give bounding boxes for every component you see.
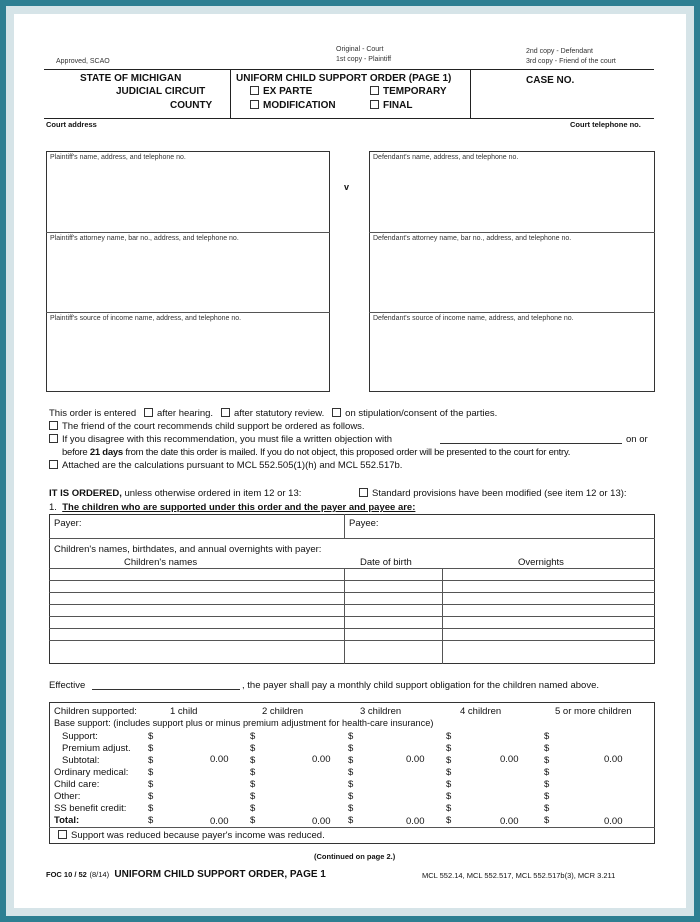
dollar-sign: $ xyxy=(446,803,452,814)
dollar-sign: $ xyxy=(348,815,354,826)
row-total: Total: xyxy=(54,815,80,826)
dollar-sign: $ xyxy=(250,743,256,754)
table-row[interactable] xyxy=(49,568,655,569)
table-row[interactable] xyxy=(49,616,655,617)
dollar-sign: $ xyxy=(544,743,550,754)
form-page xyxy=(14,14,686,908)
dollar-sign: $ xyxy=(348,803,354,814)
subtotal-value: 0.00 xyxy=(604,754,623,765)
total-rule xyxy=(49,827,655,828)
header-bottom-rule xyxy=(44,118,654,119)
row-premium: Premium adjust. xyxy=(62,743,131,754)
dollar-sign: $ xyxy=(544,803,550,814)
children-table xyxy=(49,514,655,664)
county-label: COUNTY xyxy=(170,100,213,111)
dollar-sign: $ xyxy=(348,767,354,778)
defendant-attorney-label: Defendant's attorney name, bar no., address, and telephone no. xyxy=(373,235,572,242)
dollar-sign: $ xyxy=(544,755,550,766)
children-list-label: Children's names, birthdates, and annual overnights with payer: xyxy=(54,544,322,555)
form-id: FOC 10 / 52 (8/14) UNIFORM CHILD SUPPORT ORDER, PAGE 1 xyxy=(46,869,326,880)
row-other: Other: xyxy=(54,791,81,802)
row-subtotal: Subtotal: xyxy=(62,755,100,766)
court-phone-label: Court telephone no. xyxy=(570,120,641,129)
dollar-sign: $ xyxy=(148,779,154,790)
dollar-sign: $ xyxy=(148,791,154,802)
standard-provisions-option[interactable] xyxy=(359,488,627,499)
dollar-sign: $ xyxy=(446,731,452,742)
col-overnights: Overnights xyxy=(518,557,564,568)
plaintiff-attorney-label: Plaintiff's attorney name, bar no., address, and telephone no. xyxy=(50,235,239,242)
dollar-sign: $ xyxy=(446,815,452,826)
plaintiff-divider-2 xyxy=(46,312,330,313)
row-ss-benefit: SS benefit credit: xyxy=(54,803,127,814)
stipulation-label: on stipulation/consent of the parties. xyxy=(345,408,498,419)
children-table-rule xyxy=(49,538,655,539)
entry-lead: This order is entered xyxy=(49,408,137,419)
modification-checkbox[interactable] xyxy=(250,100,259,109)
dollar-sign: $ xyxy=(446,743,452,754)
copy-original: Original - Court xyxy=(336,46,384,53)
dollar-sign: $ xyxy=(148,815,154,826)
entry-line xyxy=(49,408,497,419)
dollar-sign: $ xyxy=(348,755,354,766)
dollar-sign: $ xyxy=(544,731,550,742)
dollar-sign: $ xyxy=(148,743,154,754)
plaintiff-box xyxy=(46,151,330,392)
total-value: 0.00 xyxy=(312,816,331,827)
total-value: 0.00 xyxy=(500,816,519,827)
payer-payee-divider xyxy=(344,514,345,538)
standard-provisions-label: Standard provisions have been modified (see item 12 or 13): xyxy=(372,488,627,499)
total-value: 0.00 xyxy=(210,816,229,827)
dollar-sign: $ xyxy=(250,779,256,790)
dollar-sign: $ xyxy=(544,767,550,778)
temporary-checkbox[interactable] xyxy=(370,86,379,95)
dollar-sign: $ xyxy=(250,803,256,814)
form-title: UNIFORM CHILD SUPPORT ORDER (PAGE 1) xyxy=(236,73,452,84)
col-2-children: 2 children xyxy=(262,706,304,717)
total-value: 0.00 xyxy=(604,816,623,827)
friend-option[interactable] xyxy=(49,421,365,432)
disagree-line xyxy=(49,434,392,445)
dollar-sign: $ xyxy=(250,791,256,802)
friend-label: The friend of the court recommends child support be ordered as follows. xyxy=(62,421,365,432)
row-support: Support: xyxy=(62,731,98,742)
after-review-checkbox[interactable] xyxy=(221,408,230,417)
effective-date-field[interactable] xyxy=(92,681,240,690)
after-review-label: after statutory review. xyxy=(233,408,325,419)
col-children-names: Children's names xyxy=(124,557,198,568)
copy-friend: 3rd copy - Friend of the court xyxy=(526,58,616,65)
payer-label: Payer: xyxy=(54,518,82,529)
header-top-rule xyxy=(44,69,654,70)
objection-with-field[interactable] xyxy=(440,435,622,444)
disagree-label: If you disagree with this recommendation, you must file a written objection with xyxy=(62,434,393,445)
dollar-sign: $ xyxy=(250,815,256,826)
ordered-lead: IT IS ORDERED, unless otherwise ordered in item 12 or 13: xyxy=(49,488,302,499)
defendant-divider-1 xyxy=(369,232,655,233)
modification-option[interactable]: MODIFICATION xyxy=(250,100,336,111)
table-row[interactable] xyxy=(49,640,655,641)
row-ordinary-medical: Ordinary medical: xyxy=(54,767,129,778)
attached-option[interactable] xyxy=(49,460,402,471)
payee-label: Payee: xyxy=(349,518,379,529)
effective-label: Effective xyxy=(49,680,86,691)
base-support-label: Base support: (includes support plus or minus premium adjustment for health-care insurance) xyxy=(54,718,434,728)
continued-label: (Continued on page 2.) xyxy=(314,852,396,861)
plaintiff-divider-1 xyxy=(46,232,330,233)
children-supported-label: Children supported: xyxy=(54,706,137,717)
dollar-sign: $ xyxy=(250,767,256,778)
attached-checkbox[interactable] xyxy=(49,460,58,469)
copy-defendant: 2nd copy - Defendant xyxy=(526,48,593,55)
col-3-children: 3 children xyxy=(360,706,402,717)
statutes-label: MCL 552.14, MCL 552.517, MCL 552.517b(3), MCR 3.211 xyxy=(422,871,616,880)
dollar-sign: $ xyxy=(544,779,550,790)
table-row[interactable] xyxy=(49,628,655,629)
dollar-sign: $ xyxy=(446,791,452,802)
dollar-sign: $ xyxy=(544,791,550,802)
subtotal-value: 0.00 xyxy=(406,754,425,765)
table-row[interactable] xyxy=(49,604,655,605)
subtotal-value: 0.00 xyxy=(210,754,229,765)
defendant-divider-2 xyxy=(369,312,655,313)
col-5-children: 5 or more children xyxy=(555,706,632,717)
dollar-sign: $ xyxy=(348,791,354,802)
temporary-option[interactable]: TEMPORARY xyxy=(370,86,447,97)
dollar-sign: $ xyxy=(148,803,154,814)
final-checkbox[interactable] xyxy=(370,100,379,109)
defendant-box xyxy=(369,151,655,392)
court-address-label: Court address xyxy=(46,120,97,129)
col-date-of-birth: Date of birth xyxy=(360,557,412,568)
col-4-children: 4 children xyxy=(460,706,502,717)
stipulation-checkbox[interactable] xyxy=(332,408,341,417)
dollar-sign: $ xyxy=(148,731,154,742)
state-label: STATE OF MICHIGAN xyxy=(80,73,182,84)
table-row[interactable] xyxy=(49,580,655,581)
reduced-label: Support was reduced because payer's income was reduced. xyxy=(71,830,325,841)
after-hearing-label: after hearing. xyxy=(157,408,214,419)
dollar-sign: $ xyxy=(446,755,452,766)
ex-parte-checkbox[interactable] xyxy=(250,86,259,95)
dollar-sign: $ xyxy=(348,731,354,742)
row-child-care: Child care: xyxy=(54,779,100,790)
header-divider-2 xyxy=(470,69,471,119)
item1-heading: 1. The children who are supported under this order and the payer and payee are: xyxy=(49,502,416,513)
subtotal-value: 0.00 xyxy=(312,754,331,765)
subtotal-value: 0.00 xyxy=(500,754,519,765)
dollar-sign: $ xyxy=(250,731,256,742)
final-option[interactable]: FINAL xyxy=(370,100,412,111)
defendant-income-label: Defendant's source of income name, address, and telephone no. xyxy=(373,315,574,322)
dollar-sign: $ xyxy=(544,815,550,826)
dollar-sign: $ xyxy=(348,779,354,790)
dollar-sign: $ xyxy=(148,755,154,766)
approved-label: Approved, SCAO xyxy=(56,58,110,65)
attached-label: Attached are the calculations pursuant to MCL 552.505(1)(h) and MCL 552.517b. xyxy=(62,460,403,471)
header-divider-1 xyxy=(230,69,231,119)
total-value: 0.00 xyxy=(406,816,425,827)
dollar-sign: $ xyxy=(446,779,452,790)
col-1-child: 1 child xyxy=(170,706,198,717)
versus-label: v xyxy=(344,182,350,192)
effective-text: , the payer shall pay a monthly child support obligation for the children named above. xyxy=(242,680,599,691)
dollar-sign: $ xyxy=(446,767,452,778)
on-or-label: on or xyxy=(626,434,648,445)
table-row[interactable] xyxy=(49,592,655,593)
dollar-sign: $ xyxy=(348,743,354,754)
reduced-option[interactable] xyxy=(58,830,325,841)
before-line: before 21 days from the date this order is mailed. If you do not object, this proposed order will be presented to the court for entry. xyxy=(62,447,571,458)
dollar-sign: $ xyxy=(148,767,154,778)
copy-plaintiff: 1st copy - Plaintiff xyxy=(336,56,392,63)
disagree-checkbox[interactable] xyxy=(49,434,58,443)
reduced-checkbox[interactable] xyxy=(58,830,67,839)
case-no-label: CASE NO. xyxy=(526,75,575,86)
plaintiff-income-label: Plaintiff's source of income name, address, and telephone no. xyxy=(50,315,242,322)
dollar-sign: $ xyxy=(250,755,256,766)
defendant-name-label: Defendant's name, address, and telephone no. xyxy=(373,154,519,161)
standard-provisions-checkbox[interactable] xyxy=(359,488,368,497)
friend-checkbox[interactable] xyxy=(49,421,58,430)
ex-parte-option[interactable]: EX PARTE xyxy=(250,86,312,97)
judicial-label: JUDICIAL CIRCUIT xyxy=(116,86,206,97)
after-hearing-checkbox[interactable] xyxy=(144,408,153,417)
plaintiff-name-label: Plaintiff's name, address, and telephone no. xyxy=(50,154,186,161)
